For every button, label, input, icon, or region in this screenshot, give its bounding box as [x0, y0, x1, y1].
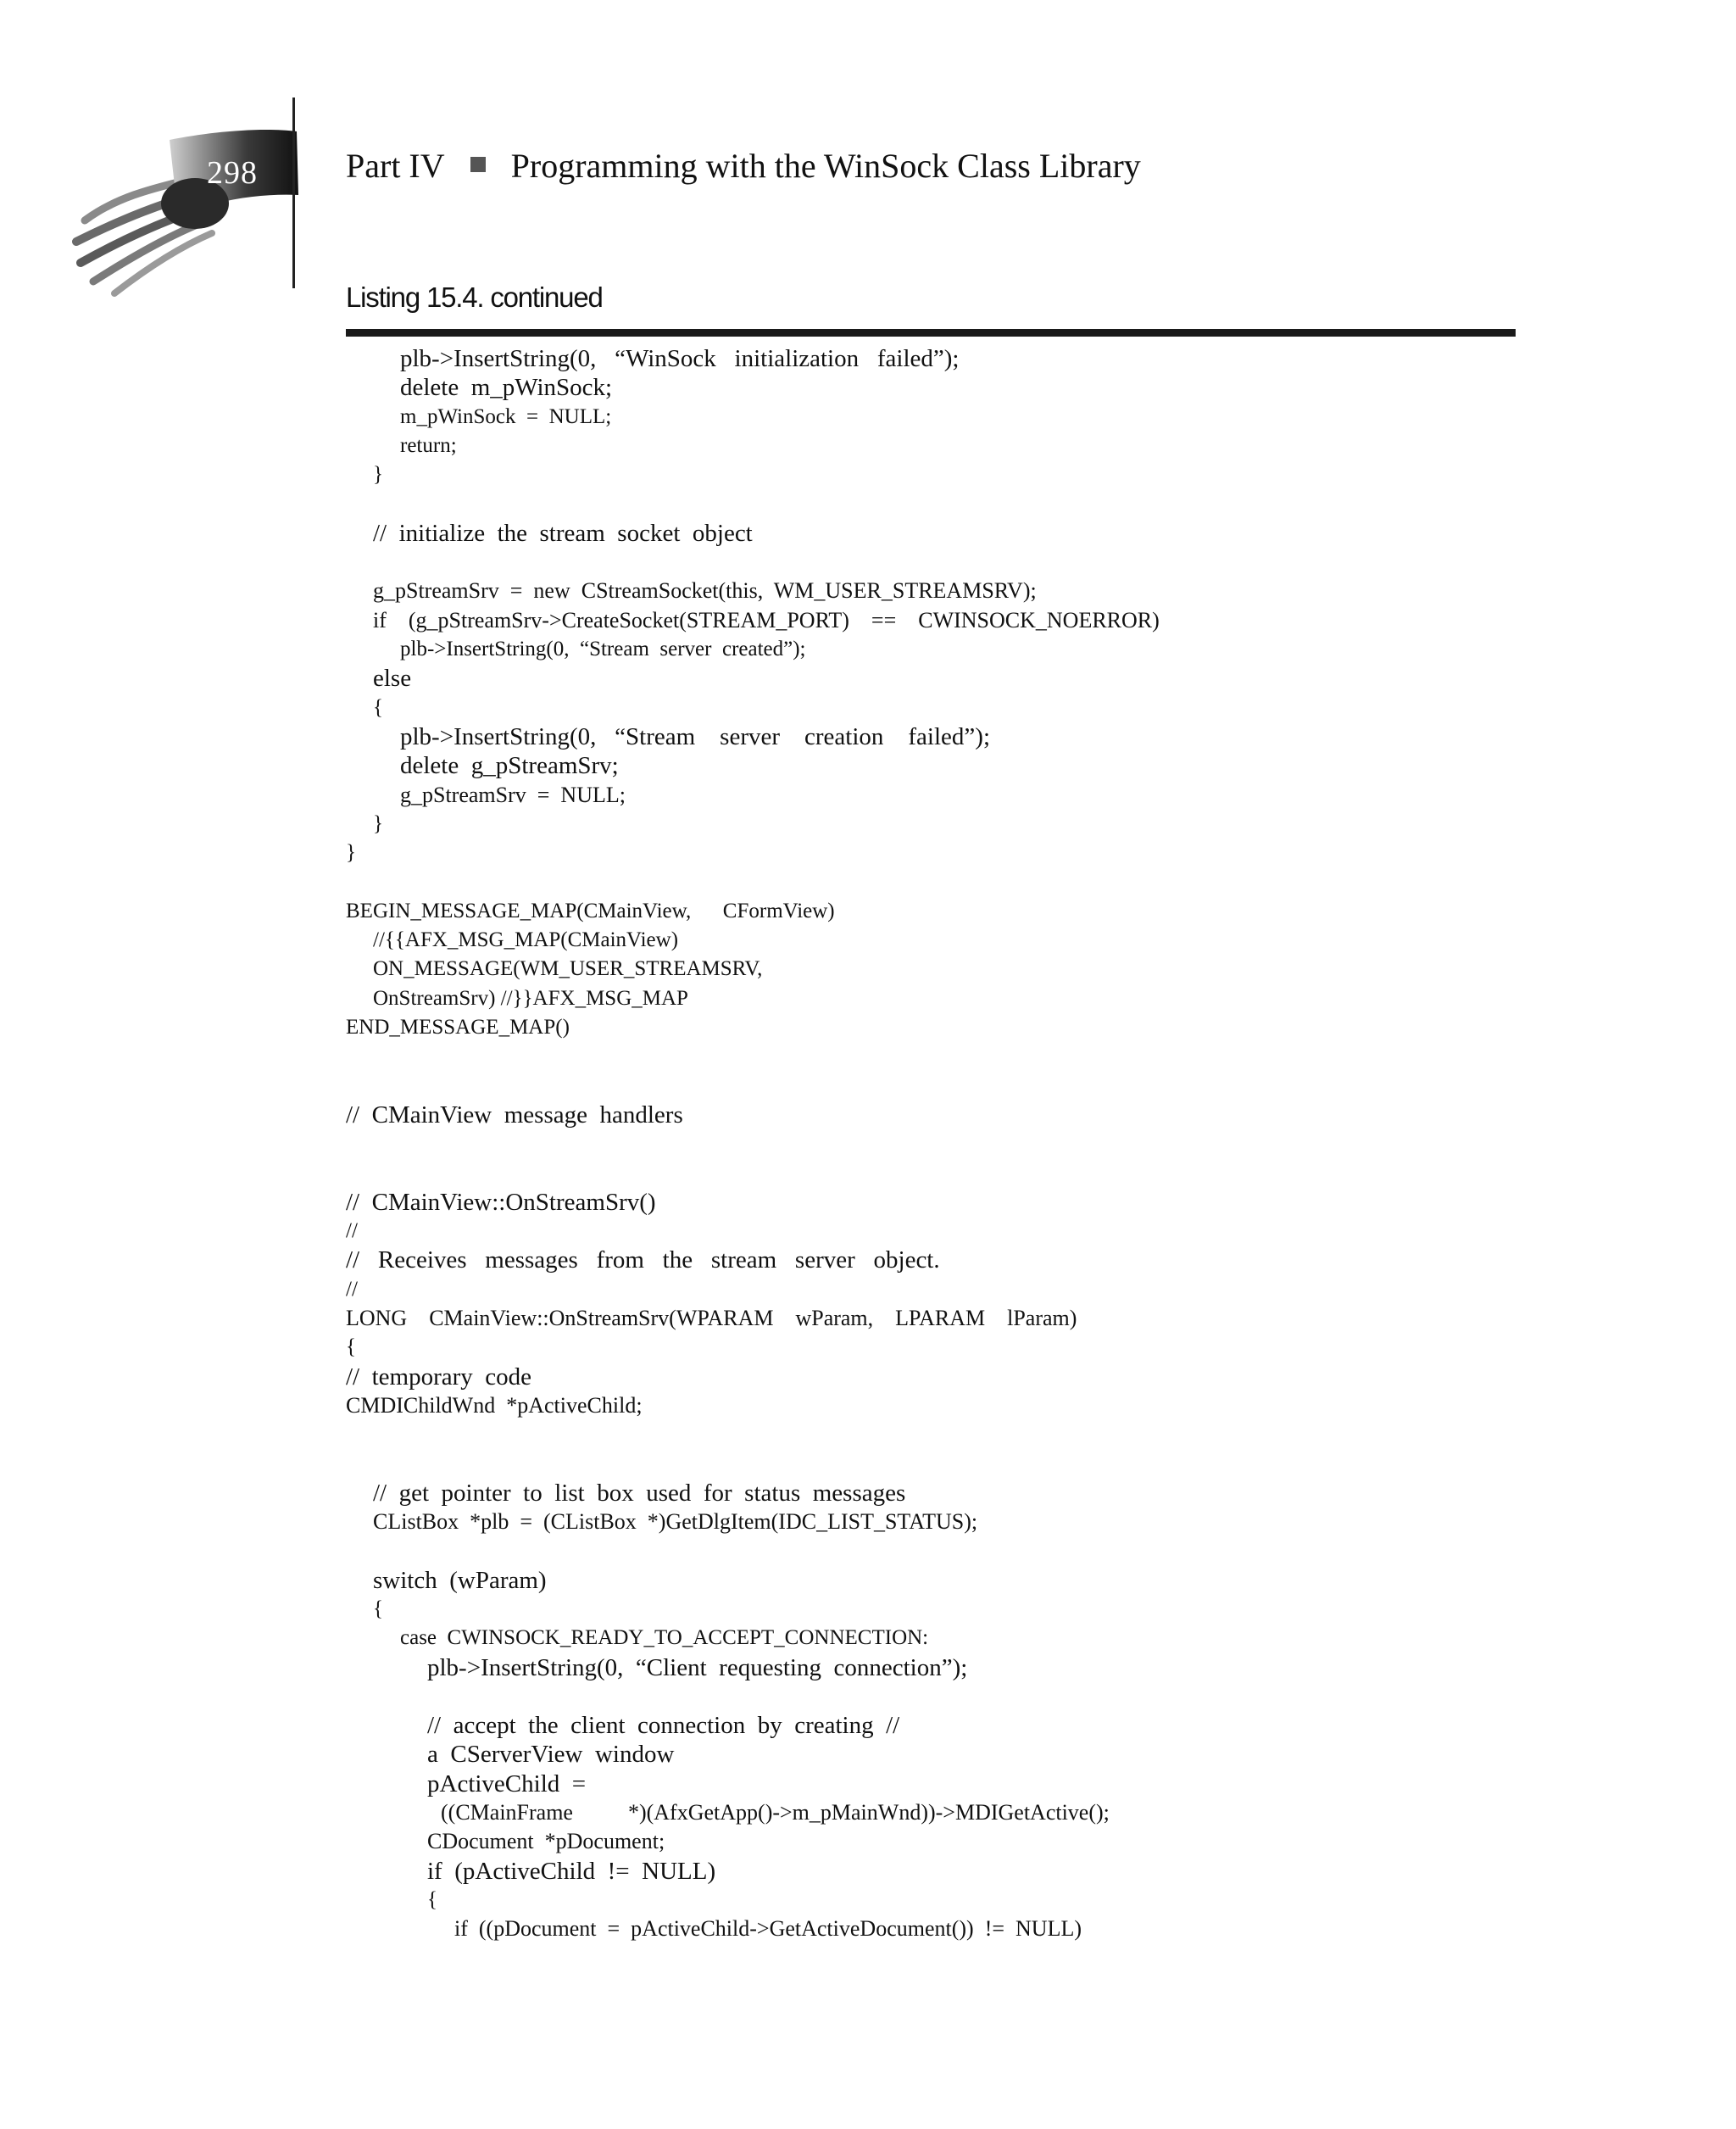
- code-line: delete m_pWinSock;: [400, 374, 613, 402]
- running-head: [346, 146, 1141, 186]
- code-line: ((CMainFrame *)(AfxGetApp()->m_pMainWnd))->MDIGetActive();: [441, 1800, 1110, 1825]
- header-divider: [292, 98, 295, 288]
- code-line: delete g_pStreamSrv;: [400, 752, 619, 780]
- code-line: return;: [400, 433, 457, 457]
- code-line: {: [373, 695, 383, 719]
- part-label: Part IV: [346, 147, 445, 185]
- code-line: else: [373, 665, 412, 693]
- code-line: // get pointer to list box used for status messages: [373, 1479, 906, 1507]
- code-line: plb->InsertString(0, “Stream server creation failed”);: [400, 722, 990, 750]
- code-line: CDocument *pDocument;: [427, 1829, 665, 1854]
- code-line: OnStreamSrv) //}}AFX_MSG_MAP: [373, 986, 688, 1010]
- hand-pennant-emblem: [68, 93, 322, 297]
- code-line: if ((pDocument = pActiveChild->GetActiveDocument()) != NULL): [454, 1916, 1082, 1942]
- code-line: plb->InsertString(0, “Client requesting connection”);: [427, 1653, 968, 1681]
- code-line: // CMainView::OnStreamSrv(): [346, 1188, 656, 1216]
- code-line: // initialize the stream socket object: [373, 519, 753, 547]
- code-line: plb->InsertString(0, “Stream server created”);: [400, 638, 806, 660]
- code-line: // Receives messages from the stream server object.: [346, 1246, 940, 1274]
- code-line: a CServerView window: [427, 1741, 675, 1769]
- listing-caption: Listing 15.4. continued: [346, 281, 603, 313]
- code-line: }: [373, 811, 383, 835]
- code-line: BEGIN_MESSAGE_MAP(CMainView, CFormView): [346, 899, 835, 922]
- code-line: m_pWinSock = NULL;: [400, 404, 612, 428]
- code-line: // temporary code: [346, 1363, 532, 1391]
- code-line: //: [346, 1277, 358, 1301]
- listing-rule: [346, 329, 1516, 337]
- code-line: g_pStreamSrv = NULL;: [400, 782, 626, 807]
- code-line: //: [346, 1219, 358, 1242]
- code-line: plb->InsertString(0, “WinSock initialization failed”);: [400, 345, 960, 372]
- code-line: pActiveChild =: [427, 1770, 587, 1797]
- chapter-title: Programming with the WinSock Class Library: [510, 147, 1141, 185]
- code-line: //{{AFX_MSG_MAP(CMainView): [373, 928, 679, 951]
- code-line: if (g_pStreamSrv->CreateSocket(STREAM_PORT) == CWINSOCK_NOERROR): [373, 607, 1160, 633]
- code-line: case CWINSOCK_READY_TO_ACCEPT_CONNECTION:: [400, 1626, 929, 1650]
- code-line: CListBox *plb = (CListBox *)GetDlgItem(IDC_LIST_STATUS);: [373, 1509, 978, 1534]
- square-bullet-icon: [470, 157, 486, 172]
- code-line: {: [346, 1335, 356, 1359]
- code-line: LONG CMainView::OnStreamSrv(WPARAM wParam, LPARAM lParam): [346, 1305, 1077, 1330]
- code-line: END_MESSAGE_MAP(): [346, 1015, 570, 1039]
- code-line: {: [373, 1597, 383, 1620]
- code-line: if (pActiveChild != NULL): [427, 1857, 716, 1885]
- code-line: }: [373, 463, 383, 487]
- code-line: g_pStreamSrv = new CStreamSocket(this, WM_USER_STREAMSRV);: [373, 578, 1037, 604]
- code-line: {: [427, 1887, 437, 1911]
- code-line: switch (wParam): [373, 1566, 547, 1594]
- code-line: }: [346, 841, 356, 865]
- page-number: 298: [207, 155, 258, 191]
- code-line: ON_MESSAGE(WM_USER_STREAMSRV,: [373, 957, 763, 981]
- code-line: CMDIChildWnd *pActiveChild;: [346, 1392, 643, 1418]
- code-line: // CMainView message handlers: [346, 1101, 683, 1129]
- code-line: // accept the client connection by creating //: [427, 1712, 900, 1740]
